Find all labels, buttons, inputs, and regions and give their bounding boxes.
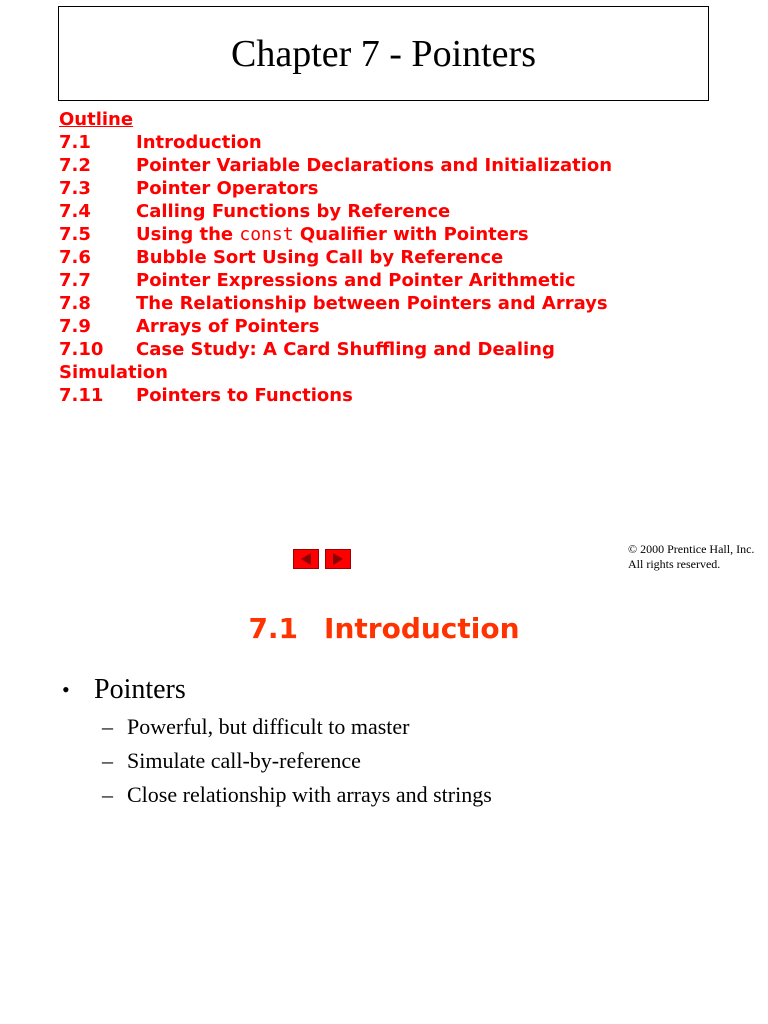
outline-item-label xyxy=(136,223,529,246)
outline-item-label: Introduction xyxy=(136,132,262,153)
bullet-list xyxy=(62,672,492,812)
outline-item-number: 7.2 xyxy=(59,155,91,176)
outline-item-number: 7.8 xyxy=(59,293,91,314)
outline-item-label-pre: Using the xyxy=(136,224,240,245)
slide-navigation xyxy=(293,549,351,569)
outline-item-number: 7.11 xyxy=(59,385,104,406)
next-slide-button[interactable] xyxy=(325,549,351,569)
outline-item-number: 7.5 xyxy=(59,224,91,245)
dash-icon: – xyxy=(102,782,113,807)
code-keyword: const xyxy=(239,224,294,245)
outline-item-label: Calling Functions by Reference xyxy=(136,201,451,222)
dash-icon: – xyxy=(102,714,113,739)
outline-item-number: 7.7 xyxy=(59,270,91,291)
outline-item xyxy=(59,131,699,154)
bullet-dot-icon: • xyxy=(62,677,70,702)
outline-item-number: 7.1 xyxy=(59,132,91,153)
outline-item-label: Pointer Expressions and Pointer Arithmetic xyxy=(136,270,576,291)
outline-item-number: 7.10 xyxy=(59,339,104,360)
outline-item-label: Arrays of Pointers xyxy=(136,316,320,337)
section-heading: Introduction xyxy=(324,612,520,645)
outline xyxy=(59,108,699,407)
outline-heading: Outline xyxy=(59,109,134,130)
previous-slide-button[interactable] xyxy=(293,549,319,569)
bullet-text: Pointers xyxy=(94,674,186,705)
section-number: 7.1 xyxy=(248,612,299,645)
outline-item-label-post: Qualifier with Pointers xyxy=(293,224,529,245)
sub-bullet-text: Close relationship with arrays and strings xyxy=(127,782,492,807)
section-title xyxy=(0,612,768,645)
sub-bullet-list xyxy=(102,710,492,812)
chapter-title-box xyxy=(58,6,709,101)
sub-bullet-text: Powerful, but difficult to master xyxy=(127,714,410,739)
outline-item-label: Pointer Operators xyxy=(136,178,319,199)
outline-item xyxy=(59,269,699,292)
outline-item-label: Bubble Sort Using Call by Reference xyxy=(136,247,504,268)
outline-item-number: 7.9 xyxy=(59,316,91,337)
sub-bullet-text: Simulate call-by-reference xyxy=(127,748,361,773)
outline-item xyxy=(59,177,699,200)
outline-item-label: Pointers to Functions xyxy=(136,385,353,406)
sub-bullet-item xyxy=(102,710,492,744)
dash-icon: – xyxy=(102,748,113,773)
outline-item-label: The Relationship between Pointers and Arrays xyxy=(136,293,608,314)
copyright-line-1: © 2000 Prentice Hall, Inc. xyxy=(628,542,755,556)
sub-bullet-item xyxy=(102,744,492,778)
sub-bullet-item xyxy=(102,778,492,812)
outline-item xyxy=(59,338,599,384)
outline-item xyxy=(59,154,699,177)
outline-item xyxy=(59,292,699,315)
outline-item-number: 7.3 xyxy=(59,178,91,199)
copyright-notice xyxy=(628,542,754,572)
right-triangle-icon xyxy=(333,553,343,565)
left-triangle-icon xyxy=(301,553,311,565)
bullet-item xyxy=(62,672,492,708)
outline-item-label: Case Study: A Card Shuffling and Dealing Simulation xyxy=(59,339,555,383)
outline-item-number: 7.6 xyxy=(59,247,91,268)
copyright-line-2: All rights reserved. xyxy=(628,557,721,571)
outline-item xyxy=(59,384,699,407)
outline-item xyxy=(59,315,699,338)
outline-item-label: Pointer Variable Declarations and Initialization xyxy=(136,155,613,176)
outline-item xyxy=(59,223,699,246)
outline-item-number: 7.4 xyxy=(59,201,91,222)
outline-item xyxy=(59,246,699,269)
outline-item xyxy=(59,200,699,223)
chapter-title: Chapter 7 - Pointers xyxy=(230,32,536,75)
